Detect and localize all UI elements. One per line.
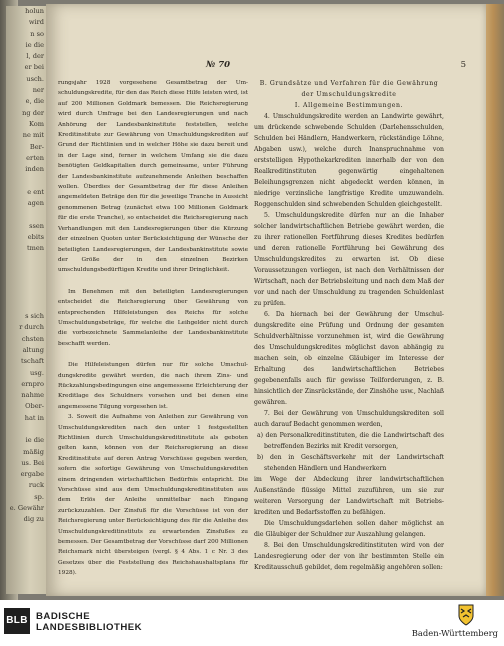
paragraph: rungsjahr 1928 vorgesehene Gesamtbetrag der Umschuldungskredite, für den das Reich diese Hilfe leisten wird, ist auf 200 Millionen Goldmark bemessen. Die Reichsregierung wird durch Umfrage bei den Landesregierungen und nach Anhörung der Landesbankinstitute feststellen, welche Kreditinstitute zur Gewährung von Umschuldungskrediten auf Grund der Richtlinien und in welcher Höhe sie dazu bereit und in der Lage sind, ferner in welchem Umfang sie die dazu benötigten Geldkapitalien durch gemeinsame, unter Führung der Landesbankinstitute aufzunehmende Anleihen beschaffen wollen. Überdies der Gesamtbetrag der für diese Anleihen angemeldeten Beträge den für die jeweilige Tranche in Aussicht genommenen Betrag (zunächst etwa 100 Millionen Goldmark für die erste Tranche), so entscheidet die Reichsregierung nach Verhandlungen mit den Landesregierungen über die Kürzung der einzelnen Quoten unter Berücksichtigung der Wünsche der beteiligten Landesregierungen, der Landesbankinstitute sowie der Größe der in den einzelnen Bezirken umschuldungsbedürftigen Kredite und ihrer Dringlichkeit.	[58, 80, 248, 274]
page-number: 5	[460, 60, 466, 70]
margin-fragment	[6, 255, 46, 266]
margin-fragment: e ent	[27, 187, 44, 196]
footer-bar	[0, 600, 504, 646]
margin-fragment	[6, 266, 46, 277]
page-header	[46, 60, 486, 72]
paragraph: Die Hilfeleistungen dürfen nur für solche Umschuldungskredite gewährt werden, die nach ihrem Zins- und Rückzahlungsbedingungen eine angemessene Erleichterung der Kreditlage des Schuldners vorsehen und bei denen eine angemessene Tilgung vorgesehen ist.	[58, 362, 248, 410]
margin-fragment: Ber-	[29, 142, 44, 151]
previous-page-edge	[6, 6, 46, 594]
paragraph: 8. Bei den Umschuldungskreditinstituten wird von der Landesregierung oder der von ihr bestimmten Stelle ein Kreditausschuß gebildet, dem regelmäßig angehören sollen:	[254, 542, 444, 571]
margin-fragment: inden	[25, 165, 44, 174]
margin-fragment: tschaft	[21, 357, 44, 366]
paragraph: Im Benehmen mit den beteiligten Landesregierungen entscheidet die Reichsregierung über Gewährung von entsprechenden Hilfeleistungen des Reichs für solche Umschuldungsbeträge, für welche die Leihgelder nicht durch die vorbezeichnete Sammelanleihe der Landesbankinstitute beschafft werden.	[58, 288, 248, 347]
margin-fragment	[6, 277, 46, 288]
margin-fragment: nahme	[21, 391, 44, 400]
margin-fragment: r durch	[19, 323, 44, 332]
margin-fragment: mäßig	[23, 447, 44, 456]
margin-fragment: erten	[26, 153, 44, 162]
margin-fragment: e, die	[25, 97, 44, 106]
margin-fragment: altung	[22, 345, 44, 354]
margin-fragment: ne mit	[22, 131, 44, 140]
state-name: Baden-Württemberg	[411, 628, 498, 638]
margin-fragment: Kom	[29, 119, 44, 128]
margin-fragment: Ober-	[25, 402, 44, 411]
margin-fragment: agen	[27, 199, 44, 208]
margin-fragment: holun	[25, 7, 44, 15]
margin-fragment: ner	[32, 86, 44, 95]
library-name[interactable]	[36, 612, 142, 633]
margin-fragment: ergabe	[20, 470, 44, 479]
paragraph: 5. Umschuldungskredite dürfen nur an die Inhaber solcher landwirtschaftlichen Betriebe gewährt werden, die zu ihrer rationellen Fortführung dieses Kredites bedürfen und deren rationelle Fortführung bei Gewährung des Umschuldungskredites zu erwarten ist. Ob diese Voraussetzungen vorliegen, ist nach den Verhältnissen der Wirtschaft, nach der Betriebsleitung und nach dem Maß der vor und nach der Umschuldung zu tragenden Schuldenlast zu prüfen.	[254, 212, 444, 307]
margin-fragment: usg.	[30, 368, 44, 377]
margin-fragment: usch.	[26, 74, 44, 83]
margin-fragment: s sich	[25, 312, 44, 321]
margin-fragment: ie die	[25, 40, 44, 49]
margin-fragments	[6, 6, 46, 526]
margin-fragment	[6, 175, 46, 186]
margin-fragment: wird	[28, 18, 44, 27]
section-heading: B. Grundsätze und Verfahren für die Gewährung der Umschuldungskredite	[259, 80, 439, 98]
paragraph: Die Umschuldungsdarlehen sollen daher möglichst an die Gläubiger der Schuldner zur Auszahlung gelangen.	[254, 520, 444, 538]
margin-fragment: hat in	[24, 413, 44, 422]
margin-fragment: ruck	[28, 481, 44, 490]
margin-fragment: tmen	[26, 244, 44, 253]
right-column	[254, 78, 444, 573]
margin-fragment	[6, 209, 46, 220]
margin-fragment: ebits	[27, 232, 44, 241]
margin-fragment	[6, 300, 46, 311]
paragraph: im Wege der Abdeckung ihrer landwirtschaftlichen Außenstände flüssige Mittel zuzuführen, um sie zur weiteren Versorgung der Landwirtschaft mit Betriebskrediten und Bedarfsstoffen zu befähigen.	[254, 476, 444, 516]
margin-fragment: us. Bei	[21, 458, 44, 467]
margin-fragment: dig zu	[23, 515, 44, 524]
margin-fragment: n so	[30, 29, 44, 38]
list-item: a) den Personalkreditinstituten, die die Landwirtschaft des betreffenden Bezirks mit Kredit versorgen,	[257, 432, 444, 450]
document-page	[46, 4, 486, 596]
library-name-line2: LANDESBIBLIOTHEK	[36, 621, 143, 633]
blb-logo[interactable]: BLB	[4, 608, 30, 634]
library-name-line1: BADISCHE	[36, 611, 91, 622]
left-column	[58, 78, 248, 579]
paragraph: 3. Soweit die Aufnahme von Anleihen zur Gewährung von Umschuldungskrediten nach den unter 1 festgestellten Richtlinien durch Umschuldungskreditinstitute als geboten gelten kann, können von der Reichsregierung an diese Kreditinstitute auf deren Antrag Vorschüsse gegeben werden, sofern die sofortige Gewährung von Umschuldungskrediten einem dringenden wirtschaftlichen Bedürfnis entspricht. Die Vorschüsse sind aus dem Umschuldungskreditinstituten aus dem Erlös der Anleihe unmittelbar nach Eingang zurückzuzahlen. Der Zinsfuß für die Vorschüsse ist von der Reichsregierung unter Berücksichtigung des für die Anleihe des Umschuldungskreditinstituts zu erwartenden Zinsfußes zu bemessen. Der Gesamtbetrag der Vorschüsse darf 200 Millionen Reichsmark nicht übersteigen (vergl. § 4 Abs. 1 c Nr. 3 des Gesetzes über die Feststellung des Reichshaushaltsplans für 1928).	[58, 414, 248, 577]
page-edge	[486, 4, 504, 596]
margin-fragment: l, der	[26, 52, 44, 61]
list-item: b) den in Geschäftsverkehr mit der Landwirtschaft stehenden Händlern und Handwerkern	[257, 454, 444, 472]
paragraph: 7. Bei der Gewährung von Umschuldungskrediten soll auch darauf Bedacht genommen werden,	[254, 410, 444, 428]
margin-fragment: sp.	[34, 492, 44, 501]
issue-number: № 70	[206, 60, 231, 70]
margin-fragment: chsten	[21, 334, 44, 343]
margin-fragment	[6, 288, 46, 299]
margin-fragment: ssen	[29, 221, 44, 230]
margin-fragment	[6, 424, 46, 435]
margin-fragment: e. Gewähr	[9, 504, 44, 513]
paragraph: 6. Da hiernach bei der Gewährung der Umschuldungskredite eine Prüfung und Ordnung der gesamten Schuldverhältnisse vorzunehmen ist, wird die Gewährung des Umschuldungskredites möglichst davon abhängig zu machen sein, ob einzelne Gläubiger im Interesse der Erhaltung des landwirtschaftlichen Betriebes gegebenenfalls auch für gewisse Teilforderungen, z. B. hinsichtlich der Zinsrückstände, der Zinshöhe usw., Nachlaß gewähren.	[254, 311, 444, 406]
baden-wuerttemberg-crest-icon	[458, 604, 474, 626]
section-heading: I. Allgemeine Bestimmungen.	[294, 102, 404, 109]
margin-fragment: er bei	[24, 63, 44, 72]
margin-fragment: ie die	[25, 436, 44, 445]
margin-fragment: ernpro	[21, 379, 44, 388]
paragraph: 4. Umschuldungskredite werden an Landwirte gewährt, um drückende schwebende Schulden (Darlehensschulden, Schulden bei Händlern, Handwerkern, rückständige Löhne, Abgaben usw.), welche durch Inanspruchnahme von erststelligen Hypothekarkrediten innerhalb der von den Realkreditinstituten gegenwärtig eingehaltenen Beleihungsgrenzen nicht abgedeckt werden können, in niedrige verzinsliche langfristige Kredite umzuwandeln. Roggenschulden sind schwebenden Schulden gleichgestellt.	[254, 113, 444, 208]
margin-fragment: ng der	[22, 108, 44, 117]
